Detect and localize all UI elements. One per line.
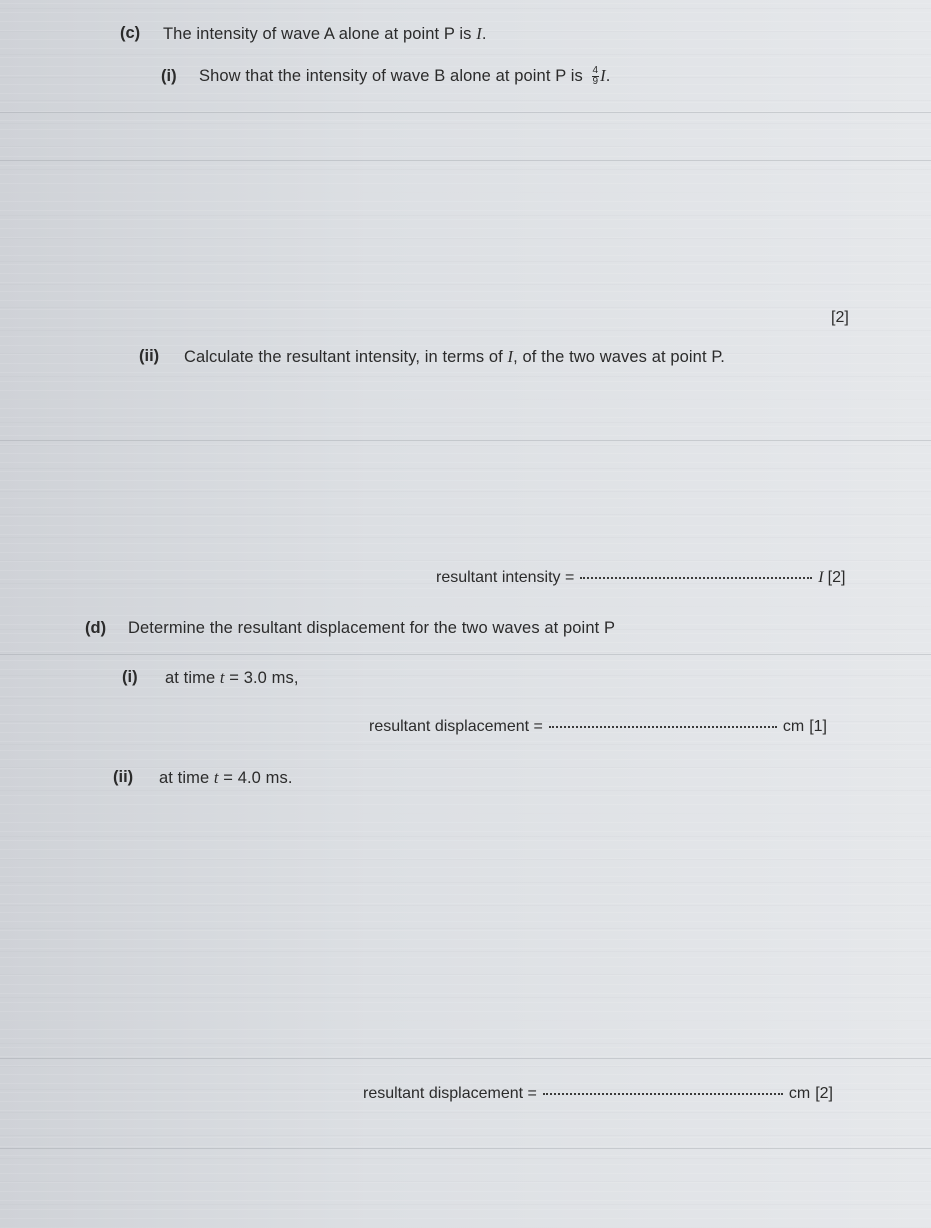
question-d-i-label: (i) xyxy=(122,668,138,686)
question-c-i-text xyxy=(199,66,610,87)
question-d-text: Determine the resultant displacement for the two waves at point P xyxy=(128,619,616,637)
answer-label-displacement-3ms: resultant displacement = xyxy=(369,718,543,735)
answer-label-intensity: resultant intensity = xyxy=(436,569,575,586)
intensity-variable: I xyxy=(507,347,514,366)
question-c-ii-label: (ii) xyxy=(139,347,160,365)
paper-line xyxy=(0,112,931,113)
time-variable: t xyxy=(213,768,219,787)
question-d-ii-label: (ii) xyxy=(113,768,134,786)
answer-label-displacement-4ms: resultant displacement = xyxy=(363,1085,537,1102)
marks-d-i: [1] xyxy=(809,718,827,735)
marks-c-ii: [2] xyxy=(827,569,846,586)
question-c-label: (c) xyxy=(120,24,141,42)
question-c-i-prompt: Show that the intensity of wave B alone at point P is xyxy=(199,67,583,85)
question-c-ii-before: Calculate the resultant intensity, in terms of xyxy=(184,348,503,366)
fraction-numerator: 4 xyxy=(592,65,599,77)
intensity-unit: I xyxy=(818,569,824,586)
answer-row-displacement-4ms xyxy=(363,1085,833,1103)
paper-line xyxy=(0,1148,931,1149)
question-d-i-after: = 3.0 ms, xyxy=(224,669,299,687)
question-d-ii-text xyxy=(159,768,293,788)
question-c-i-end: . xyxy=(605,67,611,85)
unit-cm-4ms: cm xyxy=(788,1085,811,1102)
question-d-ii-after: = 4.0 ms. xyxy=(218,769,293,787)
question-c-ii-text xyxy=(184,347,725,367)
paper-line xyxy=(0,654,931,655)
question-c-i-label: (i) xyxy=(161,67,177,85)
question-c-ii-after: , of the two waves at point P. xyxy=(513,348,725,366)
paper-line xyxy=(0,1058,931,1059)
question-d-i-before: at time xyxy=(165,669,216,687)
time-variable: t xyxy=(219,668,225,687)
fraction-denominator: 9 xyxy=(592,76,599,88)
paper-line xyxy=(0,160,931,161)
unit-cm-3ms: cm xyxy=(782,718,805,735)
answer-row-resultant-intensity xyxy=(436,569,845,587)
paper-line xyxy=(0,440,931,441)
intensity-variable: I xyxy=(600,66,606,85)
question-c-text xyxy=(163,24,487,44)
marks-d-ii: [2] xyxy=(815,1085,833,1102)
fraction-four-ninths xyxy=(592,66,600,87)
answer-row-displacement-3ms xyxy=(369,718,827,736)
answer-line-intensity[interactable] xyxy=(580,576,812,579)
intensity-variable: I xyxy=(476,24,482,43)
answer-line-displacement-3ms[interactable] xyxy=(549,725,777,728)
question-d-label: (d) xyxy=(85,619,107,637)
question-c-text-before: The intensity of wave A alone at point P is xyxy=(163,25,472,43)
question-d-ii-before: at time xyxy=(159,769,210,787)
question-d-i-text xyxy=(165,668,299,688)
marks-c-i: [2] xyxy=(831,309,849,326)
answer-line-displacement-4ms[interactable] xyxy=(543,1092,783,1095)
question-c-text-after: . xyxy=(481,25,487,43)
